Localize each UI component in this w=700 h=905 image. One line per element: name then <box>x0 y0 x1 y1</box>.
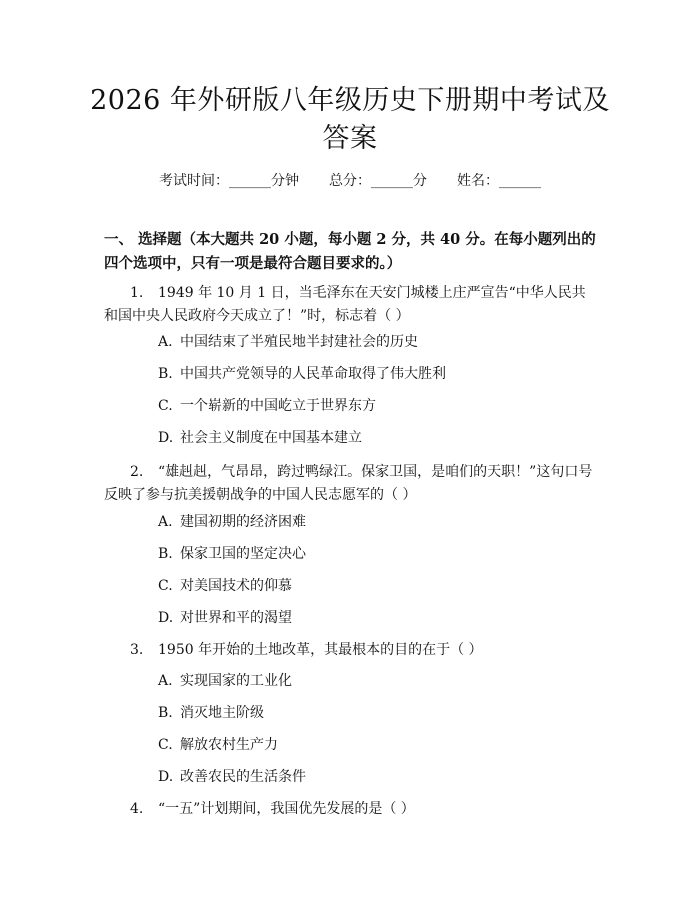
option-letter: B. <box>158 366 173 382</box>
question-text: 1950 年开始的土地改革，其最根本的目的在于（ ） <box>158 642 483 658</box>
exam-meta <box>0 170 700 190</box>
option-letter: C. <box>158 398 173 414</box>
option-3b <box>158 703 264 723</box>
option-letter: B. <box>158 546 173 562</box>
option-1b <box>158 364 446 384</box>
option-text: 实现国家的工业化 <box>180 673 292 689</box>
option-letter: D. <box>158 430 174 446</box>
question-4 <box>104 798 598 821</box>
student-name-field: 姓名：______ <box>457 173 541 189</box>
question-number: 2. <box>130 464 144 480</box>
option-letter: B. <box>158 705 173 721</box>
question-2 <box>104 461 598 507</box>
question-text: “雄赳赳，气昂昂，跨过鸭绿江。保家卫国，是咱们的天职！”这句口号反映了参与抗美援朝战争的中国人民志愿军的（ ） <box>104 464 593 503</box>
option-text: 改善农民的生活条件 <box>180 769 306 785</box>
option-text: 消灭地主阶级 <box>180 705 264 721</box>
exam-time-field: 考试时间：______分钟 <box>159 173 299 189</box>
option-text: 中国结束了半殖民地半封建社会的历史 <box>180 334 418 350</box>
option-letter: A. <box>158 334 173 350</box>
option-text: 对美国技术的仰慕 <box>180 578 292 594</box>
option-letter: A. <box>158 514 173 530</box>
question-number: 4. <box>130 801 144 817</box>
option-text: 建国初期的经济困难 <box>180 514 306 530</box>
option-1c <box>158 396 376 416</box>
question-1 <box>104 282 598 328</box>
option-letter: A. <box>158 673 173 689</box>
option-3d <box>158 767 306 787</box>
option-text: 社会主义制度在中国基本建立 <box>180 430 362 446</box>
option-text: 解放农村生产力 <box>180 737 278 753</box>
question-number: 3. <box>130 642 144 658</box>
question-text: “一五”计划期间，我国优先发展的是（ ） <box>158 801 415 817</box>
option-2c <box>158 576 292 596</box>
question-3 <box>104 639 598 662</box>
option-1d <box>158 428 362 448</box>
option-2d <box>158 608 292 628</box>
question-text: 1949 年 10 月 1 日，当毛泽东在天安门城楼上庄严宣告“中华人民共和国中央人民政府今天成立了！”时，标志着（ ） <box>104 285 586 324</box>
question-number: 1. <box>130 285 144 301</box>
option-2b <box>158 544 306 564</box>
section-heading: 一、 选择题（本大题共 20 小题，每小题 2 分，共 40 分。在每小题列出的四个选项中，只有一项是最符合题目要求的。） <box>104 231 596 272</box>
option-2a <box>158 512 306 532</box>
option-letter: D. <box>158 769 174 785</box>
page-title: 2026 年外研版八年级历史下册期中考试及答案 <box>90 85 610 154</box>
option-text: 保家卫国的坚定决心 <box>180 546 306 562</box>
option-letter: D. <box>158 610 174 626</box>
option-text: 中国共产党领导的人民革命取得了伟大胜利 <box>180 366 446 382</box>
option-1a <box>158 332 418 352</box>
option-3a <box>158 671 292 691</box>
option-text: 一个崭新的中国屹立于世界东方 <box>180 398 376 414</box>
total-score-field: 总分：______分 <box>329 173 427 189</box>
option-3c <box>158 735 278 755</box>
option-letter: C. <box>158 578 173 594</box>
option-text: 对世界和平的渴望 <box>180 610 292 626</box>
option-letter: C. <box>158 737 173 753</box>
